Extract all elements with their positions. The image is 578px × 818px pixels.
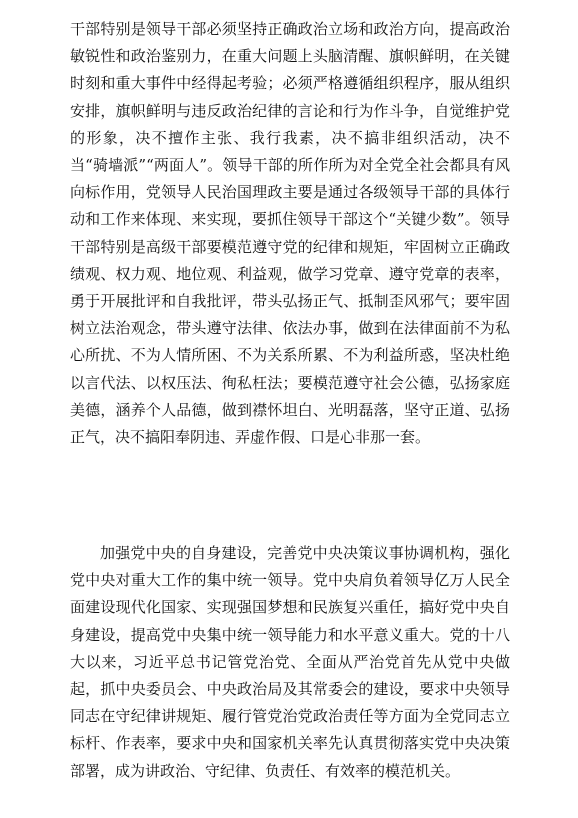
body-paragraph-1: 干部特别是领导干部必须坚持正确政治立场和政治方向，提高政治敏锐性和政治鉴别力，在重大问题上头脑清醒、旗帜鲜明，在关键时刻和重大事件中经得起考验；必须严格遵循组织程序，服从组织安排，旗帜鲜明与违反政治纪律的言论和行为作斗争，自觉维护党的形象，决不擅作主张、我行我素，决不搞非组织活动，决不当“骑墙派”“两面人”。领导干部的所作所为对全党全社会都具有风向标作用，党领导人民治国理政主要是通过各级领导干部的具体行动和工作来体现、来实现，要抓住领导干部这个“关键少数”。领导干部特别是高级干部要模范遵守党的纪律和规矩，牢固树立正确政绩观、权力观、地位观、利益观，做学习党章、遵守党章的表率，勇于开展批评和自我批评，带头弘扬正气、抵制歪风邪气；要牢固树立法治观念，带头遵守法律、依法办事，做到在法律面前不为私心所扰、不为人情所困、不为关系所累、不为利益所惑，坚决杜绝以言代法、以权压法、徇私枉法；要模范遵守社会公德，弘扬家庭美德，涵养个人品德，做到襟怀坦白、光明磊落，坚守正道、弘扬正气，决不搞阳奉阴违、弄虚作假、口是心非那一套。 [70, 20, 510, 447]
body-paragraph-2: 加强党中央的自身建设，完善党中央决策议事协调机构，强化党中央对重大工作的集中统一领导。党中央肩负着领导亿万人民全面建设现代化国家、实现强国梦想和民族复兴重任，搞好党中央自身建设，提高党中央集中统一领导能力和水平意义重大。党的十八大以来，习近平总书记管党治党、全面从严治党首先从党中央做起，抓中央委员会、中央政治局及其常委会的建设，要求中央领导同志在守纪律讲规矩、履行管党治党政治责任等方面为全党同志立标杆、作表率，要求中央和国家机关率先认真贯彻落实党中央决策部署，成为讲政治、守纪律、负责任、有效率的模范机关。 [70, 544, 510, 780]
